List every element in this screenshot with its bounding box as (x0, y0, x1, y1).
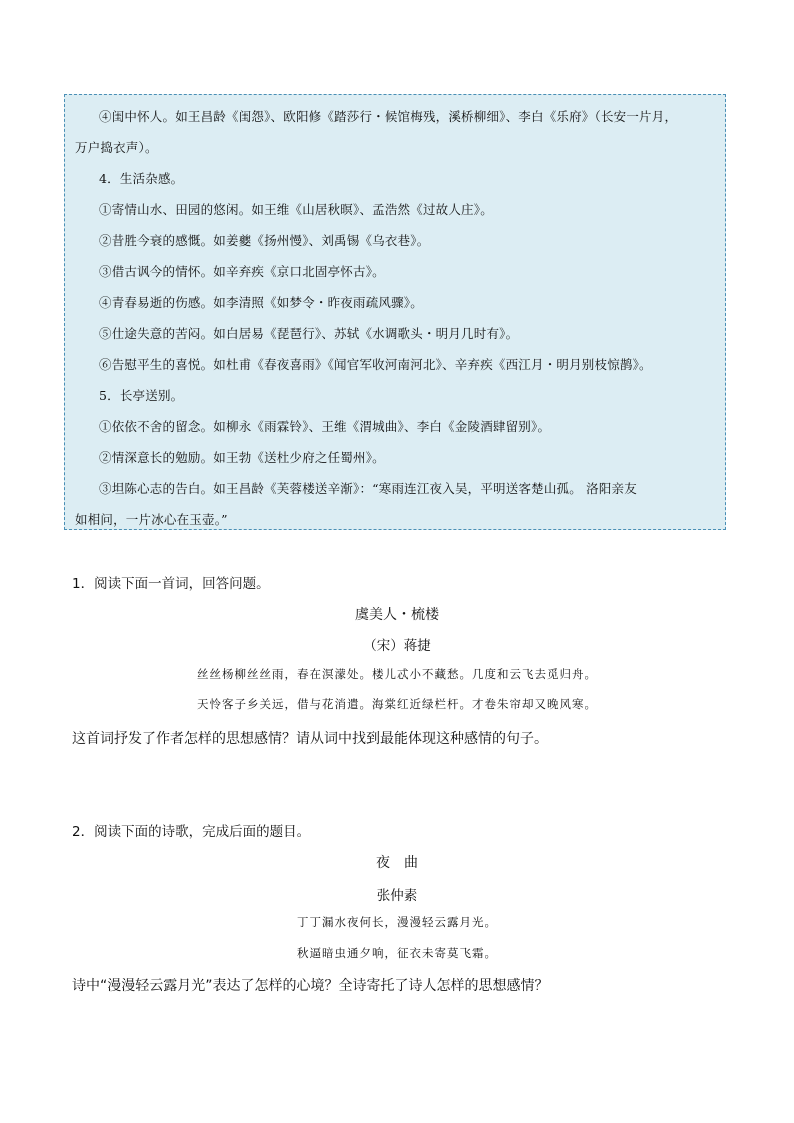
poem-1-title: 虞美人・梳楼 (355, 607, 439, 623)
poem-1-line: 丝丝杨柳丝丝雨，春在溟濛处。楼儿忒小不藏愁。几度和云飞去觅归舟。 (197, 667, 597, 681)
summary-line: ③坦陈心志的告白。如王昌龄《芙蓉楼送辛渐》：“寒雨连江夜入吴，平明送客楚山孤。 洛阳亲友 (99, 481, 637, 496)
summary-line: ④青春易逝的伤感。如李清照《如梦令・昨夜雨疏风骤》。 (99, 295, 423, 310)
summary-line: ⑥告慰平生的喜悦。如杜甫《春夜喜雨》《闻官军收河南河北》、辛弃疾《西江月・明月别枝惊鹊》。 (99, 357, 652, 372)
summary-line: ①寄情山水、田园的悠闲。如王维《山居秋暝》、孟浩然《过故人庄》。 (99, 202, 493, 217)
summary-line: ⑤仕途失意的苦闷。如白居易《琵琶行》、苏轼《水调歌头・明月几时有》。 (99, 326, 519, 341)
summary-line: 万户捣衣声）。 (75, 140, 158, 155)
poem-2-line: 秋逼暗虫通夕响，征衣未寄莫飞霜。 (297, 946, 497, 960)
summary-line: ③借古讽今的情怀。如辛弃疾《京口北固亭怀古》。 (99, 264, 385, 279)
poem-2-line: 丁丁漏水夜何长，漫漫轻云露月光。 (297, 915, 497, 929)
summary-line: ①依依不舍的留念。如柳永《雨霖铃》、王维《渭城曲》、李白《金陵酒肆留别》。 (99, 419, 551, 434)
question-1-text: 这首词抒发了作者怎样的思想感情？请从词中找到最能体现这种感情的句子。 (72, 731, 548, 747)
summary-box (64, 94, 726, 530)
question-2-intro: 2．阅读下面的诗歌，完成后面的题目。 (72, 824, 311, 840)
summary-line: 如相问，一片冰心在玉壶。” (75, 512, 228, 527)
poem-1-author: （宋）蒋捷 (363, 638, 431, 654)
summary-line: ②昔胜今衰的感慨。如姜夔《扬州慢》、刘禹锡《乌衣巷》。 (99, 233, 430, 248)
summary-heading: 4．生活杂感。 (99, 171, 184, 186)
question-2-text: 诗中“漫漫轻云露月光”表达了怎样的心境？全诗寄托了诗人怎样的思想感情？ (72, 978, 549, 994)
poem-2-title: 夜 曲 (376, 855, 418, 871)
summary-line: ④闺中怀人。如王昌龄《闺怨》、欧阳修《踏莎行・候馆梅残，溪桥柳细》、李白《乐府》（长安一片月， (99, 109, 678, 124)
poem-1-line: 天怜客子乡关远，借与花消遣。海棠红近绿栏杆。才卷朱帘却又晚风寒。 (197, 697, 597, 711)
summary-line: ②情深意长的勉励。如王勃《送杜少府之任蜀州》。 (99, 450, 385, 465)
summary-heading: 5．长亭送别。 (99, 388, 184, 403)
poem-2-author: 张仲素 (376, 888, 418, 904)
question-1-intro: 1．阅读下面一首词，回答问题。 (72, 576, 270, 592)
